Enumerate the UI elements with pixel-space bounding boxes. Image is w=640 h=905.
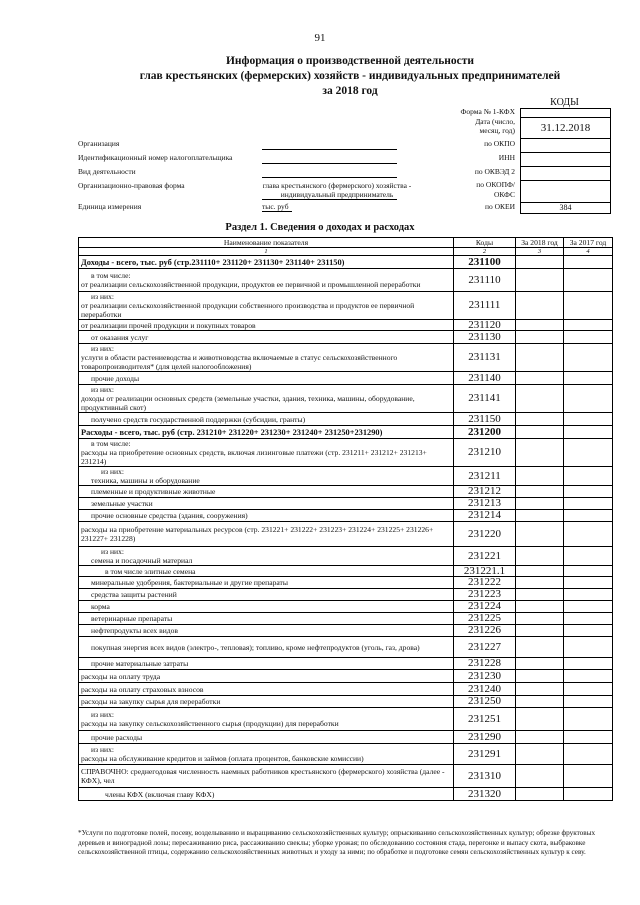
table-row (79, 547, 613, 566)
table-row (79, 413, 613, 426)
table-row (79, 589, 613, 601)
row-name: земельные участки (91, 499, 153, 508)
table-row (79, 637, 613, 658)
footnote: *Услуги по подготовке полей, посеву, возделыванию и выращиванию сельскохозяйственных культур; опрыскиванию сельскохозяйственных культур; обрезке фруктовых деревьев и виноградной лозы; пересаживанию риса, рассаживанию свеклы; уборке урожая; по обследованию состояния стада, перегонке и выпасу скота, выбраковке сельскохозяйственной птицы, содержанию сельскохозяйственных животных и уходу за ними; по обработке и подготовке семян сельскохозяйственных культур к севу. (78, 829, 596, 856)
row-name: СПРАВОЧНО: среднегодовая численность наемных работников крестьянского (фермерского) хозяйства (далее - КФХ), чел (81, 767, 445, 785)
row-name: техника, машины и оборудование (91, 476, 200, 485)
table-row (79, 439, 613, 467)
row-prefix: из них: (91, 385, 114, 394)
codes-cell-inn (521, 153, 610, 167)
value-2017-cell[interactable] (564, 589, 613, 601)
row-name-cell (79, 744, 454, 765)
value-2018-cell[interactable] (516, 269, 564, 292)
legal-form-value-2: индивидуальный предприниматель (280, 190, 394, 199)
row-name: нефтепродукты всех видов (91, 626, 179, 635)
row-code: 231213 (454, 498, 516, 510)
legal-form-label: Организационно-правовая форма (78, 181, 185, 190)
value-2018-cell[interactable] (516, 522, 564, 547)
okei-value: 384 (559, 203, 572, 212)
value-2018-cell[interactable] (516, 613, 564, 625)
row-prefix: из них: (91, 292, 114, 301)
table-row (79, 486, 613, 498)
value-2018-cell[interactable] (516, 426, 564, 439)
row-code: 231222 (454, 577, 516, 589)
row-name-cell (79, 708, 454, 731)
table-row (79, 467, 613, 486)
header-2017: За 2017 год (564, 238, 613, 248)
date-value: 31.12.2018 (521, 118, 610, 139)
row-name: средства защиты растений (91, 590, 177, 599)
row-name: расходы на обслуживание кредитов и займов (оплата процентов, банковские комиссии) (81, 754, 364, 763)
row-name-cell (79, 658, 454, 670)
row-code: 231224 (454, 601, 516, 613)
value-2018-cell[interactable] (516, 344, 564, 372)
row-name-cell (79, 510, 454, 522)
row-name: в том числе элитные семена (105, 566, 196, 576)
row-name: от реализации сельскохозяйственной продукции, продуктов ее первичной и промышленной переработки (81, 280, 421, 289)
row-code: 231223 (454, 589, 516, 601)
okpo-label: по ОКПО (484, 139, 515, 148)
value-2017-cell[interactable] (564, 320, 613, 331)
row-name-cell (79, 498, 454, 510)
row-code: 231230 (454, 670, 516, 683)
row-name-cell (79, 601, 454, 613)
organization-label: Организация (78, 139, 120, 148)
row-code: 231220 (454, 522, 516, 547)
title-line-1: Информация о производственной деятельности (225, 55, 475, 67)
value-2018-cell[interactable] (516, 683, 564, 696)
organization-line (262, 149, 397, 150)
row-name-cell (79, 566, 454, 577)
value-2017-cell[interactable] (564, 385, 613, 413)
row-code: 231212 (454, 486, 516, 498)
row-prefix: в том числе: (91, 439, 131, 448)
page-number: 91 (314, 32, 326, 44)
row-code: 231310 (454, 765, 516, 788)
value-2017-cell[interactable] (564, 637, 613, 658)
table-row (79, 683, 613, 696)
value-2018-cell[interactable] (516, 331, 564, 344)
value-2018-cell[interactable] (516, 765, 564, 788)
row-name: расходы на приобретение материальных ресурсов (стр. 231221+ 231222+ 231223+ 231224+ 231225+ 231226+ 231227+ 231228) (81, 525, 434, 543)
table-row (79, 765, 613, 788)
inn-label: ИНН (498, 153, 515, 162)
okei-label: по ОКЕИ (484, 202, 515, 211)
table-row (79, 744, 613, 765)
value-2018-cell[interactable] (516, 744, 564, 765)
table-header-row (79, 238, 613, 248)
value-2017-cell[interactable] (564, 510, 613, 522)
value-2018-cell[interactable] (516, 670, 564, 683)
activity-label: Вид деятельности (78, 167, 136, 176)
table-row (79, 788, 613, 801)
table-row (79, 269, 613, 292)
activity-line (262, 177, 397, 178)
unit-value: тыс. руб (262, 202, 292, 212)
value-2018-cell[interactable] (516, 696, 564, 708)
row-code: 231100 (454, 256, 516, 269)
row-name: прочие основные средства (здания, сооружения) (91, 511, 248, 520)
row-code: 231141 (454, 385, 516, 413)
row-name-cell (79, 467, 454, 486)
column-number: 3 (516, 248, 564, 256)
row-name: племенные и продуктивные животные (91, 487, 216, 496)
column-number-row (79, 248, 613, 256)
row-prefix: из них: (91, 745, 114, 754)
row-name-cell (79, 292, 454, 320)
row-name: расходы на оплату страховых взносов (81, 684, 204, 694)
unit-label: Единица измерения (78, 202, 142, 211)
value-2018-cell[interactable] (516, 601, 564, 613)
value-2017-cell[interactable] (564, 426, 613, 439)
row-name-cell (79, 637, 454, 658)
value-2018-cell[interactable] (516, 566, 564, 577)
table-row (79, 498, 613, 510)
value-2017-cell[interactable] (564, 708, 613, 731)
value-2018-cell[interactable] (516, 467, 564, 486)
row-name: семена и посадочный материал (91, 556, 193, 565)
row-code: 231120 (454, 320, 516, 331)
row-name-cell (79, 547, 454, 566)
row-code: 231110 (454, 269, 516, 292)
title-line-3: за 2018 год (322, 85, 378, 97)
table-row (79, 566, 613, 577)
row-name: расходы на закупку сельскохозяйственного сырья (продукции) для переработки (81, 719, 339, 728)
row-name-cell (79, 625, 454, 637)
row-code: 231290 (454, 731, 516, 744)
column-number: 4 (564, 248, 613, 256)
value-2017-cell[interactable] (564, 547, 613, 566)
value-2017-cell[interactable] (564, 670, 613, 683)
row-code: 231225 (454, 613, 516, 625)
row-name: расходы на закупку сырья для переработки (81, 697, 221, 706)
row-name-cell (79, 683, 454, 696)
row-name: прочие доходы (91, 373, 140, 383)
okfs-label: ОКФС (493, 190, 515, 199)
table-row (79, 670, 613, 683)
value-2017-cell[interactable] (564, 613, 613, 625)
row-prefix: из них: (91, 710, 114, 719)
title-line-2: глав крестьянских (фермерских) хозяйств - индивидуальных предпринимателей (139, 70, 561, 82)
row-name-cell (79, 577, 454, 589)
value-2018-cell[interactable] (516, 731, 564, 744)
row-prefix: в том числе: (91, 271, 131, 280)
row-name-cell (79, 331, 454, 344)
value-2017-cell[interactable] (564, 522, 613, 547)
row-code: 231130 (454, 331, 516, 344)
table-row (79, 613, 613, 625)
row-name-cell (79, 589, 454, 601)
value-2017-cell[interactable] (564, 331, 613, 344)
value-2017-cell[interactable] (564, 696, 613, 708)
row-name-cell (79, 613, 454, 625)
row-name-cell (79, 765, 454, 788)
row-code: 231291 (454, 744, 516, 765)
table-row (79, 625, 613, 637)
value-2017-cell[interactable] (564, 765, 613, 788)
row-code: 231227 (454, 637, 516, 658)
row-name: Расходы - всего, тыс. руб (стр. 231210+ 231220+ 231230+ 231240+ 231250+231290) (81, 427, 383, 437)
form-label: Форма № 1-КФХ (460, 107, 515, 116)
value-2017-cell[interactable] (564, 625, 613, 637)
value-2018-cell[interactable] (516, 256, 564, 269)
table-row (79, 385, 613, 413)
row-code: 231150 (454, 413, 516, 426)
value-2017-cell[interactable] (564, 467, 613, 486)
row-name-cell (79, 320, 454, 331)
value-2017-cell[interactable] (564, 439, 613, 467)
table-row (79, 320, 613, 331)
value-2017-cell[interactable] (564, 486, 613, 498)
row-code: 231210 (454, 439, 516, 467)
value-2017-cell[interactable] (564, 269, 613, 292)
value-2017-cell[interactable] (564, 372, 613, 385)
table-row (79, 601, 613, 613)
row-name: от реализации сельскохозяйственной продукции собственного производства и продуктов ее первичной переработки (81, 301, 415, 319)
table-row (79, 522, 613, 547)
value-2018-cell[interactable] (516, 625, 564, 637)
income-expense-table (78, 237, 613, 801)
row-code: 231131 (454, 344, 516, 372)
row-name: получено средств государственной поддержки (субсидии, гранты) (91, 414, 306, 424)
table-row (79, 708, 613, 731)
row-code: 231111 (454, 292, 516, 320)
row-code: 231200 (454, 426, 516, 439)
row-code: 231221 (454, 547, 516, 566)
row-name-cell (79, 372, 454, 385)
row-name-cell (79, 486, 454, 498)
value-2017-cell[interactable] (564, 292, 613, 320)
row-code: 231211 (454, 467, 516, 486)
codes-header: КОДЫ (520, 97, 609, 109)
row-name: члены КФХ (включая главу КФХ) (105, 789, 215, 799)
row-name: доходы от реализации основных средств (земельные участки, здания, техника, машины, оборудование, продуктивный скот) (81, 394, 415, 412)
row-name: расходы на приобретение основных средств, включая лизинговые платежи (стр. 231211+ 231212+ 231213+ 231214) (81, 448, 427, 466)
date-label-1: Дата (число, (475, 117, 515, 126)
row-name-cell (79, 344, 454, 372)
okved-label: по ОКВЭД 2 (474, 167, 515, 176)
table-row (79, 426, 613, 439)
row-name-cell (79, 269, 454, 292)
value-2018-cell[interactable] (516, 385, 564, 413)
row-name-cell (79, 696, 454, 708)
header-code: Коды (454, 238, 516, 248)
date-label-2: месяц, год) (479, 126, 515, 135)
row-name-cell (79, 670, 454, 683)
value-2017-cell[interactable] (564, 577, 613, 589)
row-name: покупная энергия всех видов (электро-, тепловая); топливо, кроме нефтепродуктов (уголь, газ, дрова) (91, 642, 420, 652)
column-number: 1 (79, 248, 454, 256)
table-row (79, 731, 613, 744)
row-name-cell (79, 439, 454, 467)
row-name-cell (79, 385, 454, 413)
okopf-label: по ОКОПФ/ (476, 180, 515, 189)
column-number: 2 (454, 248, 516, 256)
value-2018-cell[interactable] (516, 708, 564, 731)
row-name: услуги в области растениеводства и животноводства включаемые в статус сельскохозяйственного товаропроизводителя* (для целей налогообложения) (81, 353, 398, 371)
value-2017-cell[interactable] (564, 744, 613, 765)
row-name-cell (79, 731, 454, 744)
table-row (79, 344, 613, 372)
row-name-cell (79, 413, 454, 426)
row-name: расходы на оплату труда (81, 671, 161, 681)
value-2017-cell[interactable] (564, 566, 613, 577)
row-code: 231214 (454, 510, 516, 522)
value-2018-cell[interactable] (516, 486, 564, 498)
value-2018-cell[interactable] (516, 320, 564, 331)
section-title: Раздел 1. Сведения о доходах и расходах (225, 222, 415, 233)
legal-form-value-1: глава крестьянского (фермерского) хозяйства - (262, 181, 412, 190)
codes-box (520, 108, 611, 214)
row-name-cell (79, 522, 454, 547)
value-2017-cell[interactable] (564, 344, 613, 372)
row-name-cell (79, 426, 454, 439)
row-code: 231320 (454, 788, 516, 801)
value-2018-cell[interactable] (516, 372, 564, 385)
value-2018-cell[interactable] (516, 292, 564, 320)
table-row (79, 577, 613, 589)
value-2018-cell[interactable] (516, 498, 564, 510)
header-name: Наименование показателя (79, 238, 454, 248)
row-code: 231140 (454, 372, 516, 385)
value-2017-cell[interactable] (564, 498, 613, 510)
row-name: прочие материальные затраты (91, 659, 189, 668)
value-2017-cell[interactable] (564, 601, 613, 613)
row-name: прочие расходы (91, 732, 143, 742)
row-prefix: из них: (101, 547, 124, 556)
row-name: минеральные удобрения, бактериальные и другие препараты (91, 578, 288, 587)
row-name: ветеринарные препараты (91, 614, 173, 623)
table-row (79, 292, 613, 320)
table-row (79, 372, 613, 385)
value-2018-cell[interactable] (516, 637, 564, 658)
codes-cell-okopf (521, 181, 610, 203)
row-code: 231228 (454, 658, 516, 670)
row-name-cell (79, 256, 454, 269)
value-2017-cell[interactable] (564, 683, 613, 696)
header-2018: За 2018 год (516, 238, 564, 248)
row-name: от реализации прочей продукции и покупных товаров (81, 320, 256, 330)
table-row (79, 510, 613, 522)
row-code: 231226 (454, 625, 516, 637)
row-name: корма (91, 602, 110, 611)
value-2018-cell[interactable] (516, 658, 564, 670)
table-row (79, 331, 613, 344)
value-2017-cell[interactable] (564, 413, 613, 426)
row-name: от оказания услуг (91, 332, 149, 342)
value-2017-cell[interactable] (564, 658, 613, 670)
value-2017-cell[interactable] (564, 731, 613, 744)
value-2017-cell[interactable] (564, 788, 613, 801)
codes-cell-okpo (521, 139, 610, 153)
codes-cell-okved (521, 167, 610, 181)
row-name: Доходы - всего, тыс. руб (стр.231110+ 231120+ 231130+ 231140+ 231150) (81, 257, 345, 267)
row-prefix: из них: (91, 344, 114, 353)
legal-form-line (262, 199, 397, 200)
row-code: 231251 (454, 708, 516, 731)
row-name-cell (79, 788, 454, 801)
row-prefix: из них: (101, 467, 124, 476)
table-row (79, 256, 613, 269)
value-2018-cell[interactable] (516, 547, 564, 566)
value-2018-cell[interactable] (516, 577, 564, 589)
value-2018-cell[interactable] (516, 439, 564, 467)
value-2018-cell[interactable] (516, 413, 564, 426)
codes-cell-form (521, 109, 610, 118)
inn-field-label: Идентификационный номер налогоплательщика (78, 153, 233, 162)
row-code: 231250 (454, 696, 516, 708)
table-row (79, 658, 613, 670)
value-2018-cell[interactable] (516, 510, 564, 522)
inn-line (262, 163, 397, 164)
value-2018-cell[interactable] (516, 589, 564, 601)
row-code: 231221.1 (454, 566, 516, 577)
value-2018-cell[interactable] (516, 788, 564, 801)
table-row (79, 696, 613, 708)
value-2017-cell[interactable] (564, 256, 613, 269)
row-code: 231240 (454, 683, 516, 696)
